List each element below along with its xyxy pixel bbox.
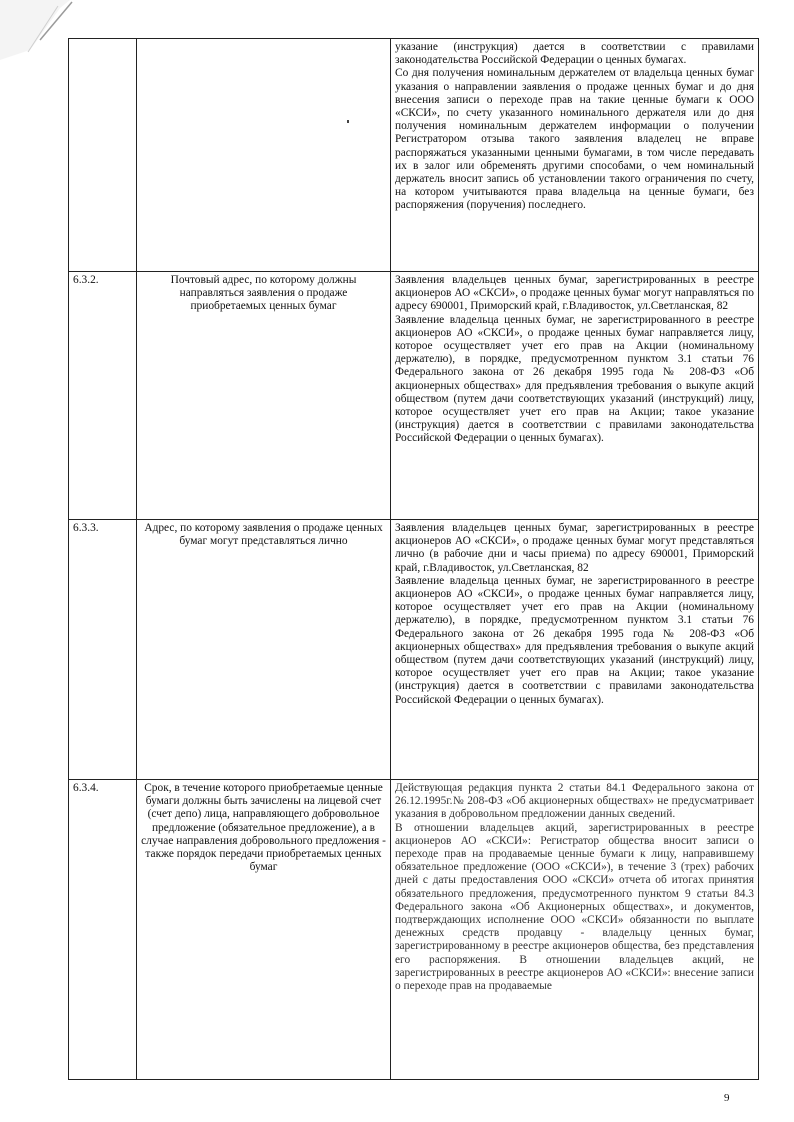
row-title: Адрес, по которому заявления о продаже ценных бумаг могут представляться лично [137,520,391,780]
row-content [391,780,759,1080]
row-content [391,272,759,520]
row-paragraph: Заявления владельцев ценных бумаг, зарегистрированных в реестре акционеров АО «СКСИ», о продаже ценных бумаг могут представляться лично (в рабочие дни и часы приема) по адресу 690001, Приморский край, г.Владивосток, ул.Светланская, 82 [395,522,754,574]
table-row [69,520,759,780]
row-paragraph: Действующая редакция пункта 2 статьи 84.1 Федерального закона от 26.12.1995г.№ 208-ФЗ «Об акционерных обществах» не предусматривает указания в добровольном предложении данных сведений. [395,782,754,821]
row-paragraph: Заявления владельцев ценных бумаг, зарегистрированных в реестре акционеров АО «СКСИ», о продаже ценных бумаг могут направляться по адресу 690001, Приморский край, г.Владивосток, ул.Светланская, 82 [395,274,754,313]
table-row [69,39,759,272]
row-number: 6.3.3. [69,520,137,780]
row-number: 6.3.2. [69,272,137,520]
page-number: 9 [724,1092,730,1104]
table-row [69,780,759,1080]
row-paragraph: Заявление владельца ценных бумаг, не зарегистрированного в реестре акционеров АО «СКСИ», о продаже ценных бумаг направляется лицу, которое осуществляет учет его прав на Акции (номинальному держателю), в порядке, предусмотренном пунктом 3.1 статьи 76 Федерального закона от 26 декабря 1995 года № 208-ФЗ «Об акционерных обществах» для предъявления требования о выкупе акций обществом (путем дачи соответствующих указаний (инструкций) лицу, которое осуществляет учет его прав на Акции; такое указание (инструкция) дается в соответствии с правилами законодательства Российской Федерации о ценных бумагах). [395,313,754,445]
row-number: 6.3.4. [69,780,137,1080]
row-paragraph: указание (инструкция) дается в соответствии с правилами законодательства Российской Федерации о ценных бумагах. [395,41,754,67]
row-content [391,39,759,272]
row-paragraph: Со дня получения номинальным держателем от владельца ценных бумаг указания о направлении заявления о продаже ценных бумаг и до дня внесения записи о переходе прав на такие ценные бумаги к ООО «СКСИ», по счету указанного номинального держателя или до дня получения номинальным держателем информации о получении Регистратором отзыва такого заявления владелец не вправе распоряжаться указанными ценными бумагами, в том числе передавать их в залог или обременять другими способами, о чем номинальный держатель вносит запись об установлении такого ограничения по счету, на котором учитываются права владельца на ценные бумаги, без распоряжения (поручения) последнего. [395,67,754,212]
row-title: Срок, в течение которого приобретаемые ценные бумаги должны быть зачислены на лицевой счет (счет депо) лица, направляющего добровольное предложение (обязательное предложение), а в случае направления добровольного предложения - также порядок передачи приобретаемых ценных бумаг [137,780,391,1080]
row-title: Почтовый адрес, по которому должны направляться заявления о продаже приобретаемых ценных бумаг [137,272,391,520]
row-paragraph: Заявление владельца ценных бумаг, не зарегистрированного в реестре акционеров АО «СКСИ», о продаже ценных бумаг направляется лицу, которое осуществляет учет его прав на Акции (номинальному держателю), в порядке, предусмотренном пунктом 3.1 статьи 76 Федерального закона от 26 декабря 1995 года № 208-ФЗ «Об акционерных обществах» для предъявления требования о выкупе акций обществом (путем дачи соответствующих указаний (инструкций) лицу, которое осуществляет учет его прав на Акции; такое указание (инструкция) дается в соответствии с правилами законодательства Российской Федерации о ценных бумагах). [395,574,754,706]
table-row [69,272,759,520]
offer-details-table [68,38,759,1080]
row-paragraph: В отношении владельцев акций, зарегистрированных в реестре акционеров АО «СКСИ»: Регистратор общества вносит записи о переходе прав на продаваемые ценные бумаги к лицу, направившему обязательное предложение (ООО «СКСИ»), в течение 3 (трех) рабочих дней с даты предоставления ООО «СКСИ» отчета об итогах принятия обязательного предложения, предусмотренного пунктом 9 статьи 84.3 Федерального закона «Об Акционерных обществах», и документов, подтверждающих исполнение ООО «СКСИ» обязанности по выплате денежных средств продавцу - владельцу ценных бумаг, зарегистрированному в реестре акционеров общества, без представления его распоряжения. В отношении владельцев акций, не зарегистрированных в реестре акционеров АО «СКСИ»: внесение записи о переходе прав на продаваемые [395,821,754,993]
row-title [137,39,391,272]
row-number [69,39,137,272]
row-content [391,520,759,780]
